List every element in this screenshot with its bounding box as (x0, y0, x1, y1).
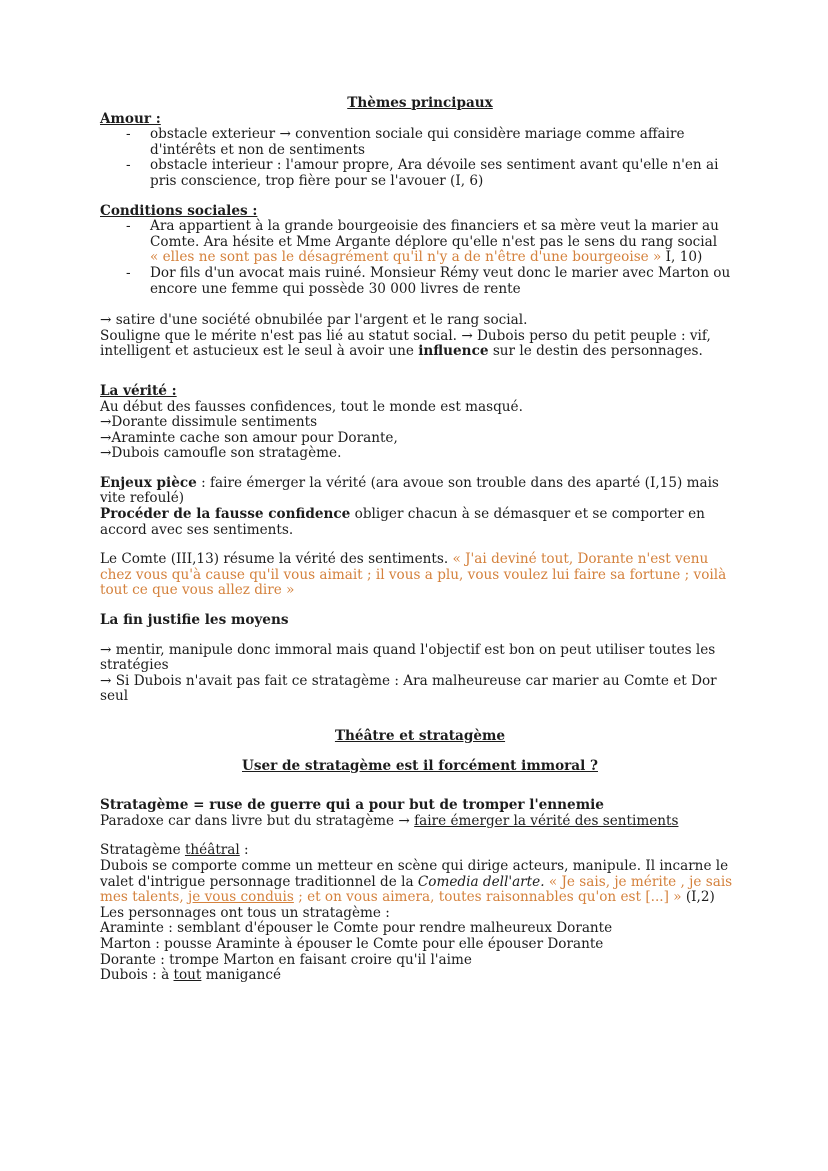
reference: (I,2) (681, 889, 715, 906)
text-run: Le Comte (III,13) résume la vérité des sentiments. (100, 551, 453, 568)
text-run: manigancé (201, 967, 282, 984)
quote: « J'ai deviné tout, Dorante n'est venu chez vous qu'à cause qu'il vous aimait ; il vous a plu, vous voulez lui faire sa fortune ; voilà tout ce que vous allez dire » (100, 551, 727, 599)
paradoxe-paragraph (100, 814, 740, 830)
comte-paragraph (100, 552, 740, 599)
text-run: Stratagème (100, 842, 185, 859)
list-item: →Araminte cache son amour pour Dorante, (100, 429, 398, 446)
text-run: sur le destin des personnages. (488, 343, 703, 360)
enjeux-label: Enjeux pièce (100, 474, 197, 491)
stratageme-label (100, 843, 740, 859)
list-item: Marton : pousse Araminte à épouser le Comte pour elle épouser Dorante (100, 935, 604, 952)
heading-verite: La vérité : (100, 382, 177, 399)
quote: « Je sais, je mérite , je sais mes talents, (100, 873, 733, 906)
underlined-text: tout (173, 967, 202, 984)
list-item: - obstacle interieur : l'amour propre, Ara dévoile ses sentiment avant qu'elle n'en ai pris conscience, trop fière pour se l'avouer (I, 6) (150, 158, 740, 189)
underlined-text: théâtral (184, 842, 240, 859)
text-run: Dubois : à (100, 967, 174, 984)
underlined-text: faire émerger la vérité des sentiments (414, 812, 679, 829)
fin-line: → Si Dubois n'avait pas fait ce stratagème : Ara malheureuse car marier au Comte et Dor seul (100, 672, 717, 705)
list-item (100, 968, 740, 984)
heading-conditions-sociales: Conditions sociales : (100, 202, 258, 219)
list-item: →Dorante dissimule sentiments (100, 414, 318, 431)
dubois-paragraph (100, 859, 740, 906)
list-item: Dorante : trompe Marton en faisant croire qu'il l'aime (100, 951, 472, 968)
verite-intro: Au début des fausses confidences, tout le monde est masqué. (100, 398, 523, 415)
heading-amour: Amour : (100, 110, 161, 127)
text-run: Paradoxe car dans livre but du stratagème → (100, 812, 415, 829)
text-run: : (239, 842, 249, 859)
section-title-theatre: Théâtre et stratagème (334, 728, 506, 744)
procede-paragraph (100, 507, 740, 538)
text-run: obliger chacun à se démasquer et se comporter en accord avec ses sentiments. (100, 506, 705, 538)
definition: Stratagème = ruse de guerre qui a pour but de tromper l'ennemie (100, 797, 604, 814)
quote-underlined: je vous conduis (188, 889, 294, 906)
satire-line: → satire d'une société obnubilée par l'argent et le rang social. (100, 312, 528, 329)
list-item: - obstacle exterieur → convention sociale qui considère mariage comme affaire d'intérêts et non de sentiments (150, 127, 740, 158)
section-subtitle: User de stratagème est il forcément immoral ? (242, 757, 598, 774)
fin-line: → mentir, manipule donc immoral mais quand l'objectif est bon on peut utiliser toutes les stratégies (100, 641, 716, 674)
list-item: Araminte : semblant d'épouser le Comte pour rendre malheureux Dorante (100, 920, 613, 937)
document-page (100, 96, 740, 984)
heading-fin-moyens: La fin justifie les moyens (100, 612, 289, 629)
italic-title: Comedia dell'arte. (417, 873, 545, 890)
text-run: Dubois se comporte comme un metteur en scène qui dirige acteurs, manipule. Il incarne le valet d'intrigue personnage traditionnel de la (100, 857, 729, 890)
personnages-intro: Les personnages ont tous un stratagème : (100, 904, 390, 921)
reference: I, 10) (661, 249, 703, 266)
quote: ; et on vous aimera, toutes raisonnables qu'on est [...] » (293, 889, 682, 906)
list-text: Ara appartient à la grande bourgeoisie des financiers et sa mère veut la marier au Comte. Ara hésite et Mme Argante déplore qu'elle n'est pas le sens du rang social (150, 218, 719, 250)
procede-label: Procéder de la fausse confidence (100, 506, 351, 523)
list-item: - Dor fils d'un avocat mais ruiné. Monsieur Rémy veut donc le marier avec Marton ou encore une femme qui possède 30 000 livres de rente (150, 266, 740, 297)
text-run: Souligne que le mérite n'est pas lié au statut social. → Dubois perso du petit peuple : vif, intelligent et astucieux est le seul à avoir une (100, 327, 711, 360)
bold-word: influence (418, 343, 489, 360)
text-run: : faire émerger la vérité (ara avoue son trouble dans des aparté (I,15) mais vite refoulé) (100, 474, 719, 507)
list-item: →Dubois camoufle son stratagème. (100, 445, 342, 462)
quote: « elles ne sont pas le désagrément qu'il n'y a de n'être d'une bourgeoise » (150, 249, 662, 266)
satire-paragraph (100, 329, 740, 360)
list-item (150, 219, 740, 266)
conditions-list (100, 219, 740, 297)
amour-list (100, 127, 740, 189)
enjeux-paragraph (100, 476, 740, 507)
page-title: Thèmes principaux (347, 95, 493, 111)
